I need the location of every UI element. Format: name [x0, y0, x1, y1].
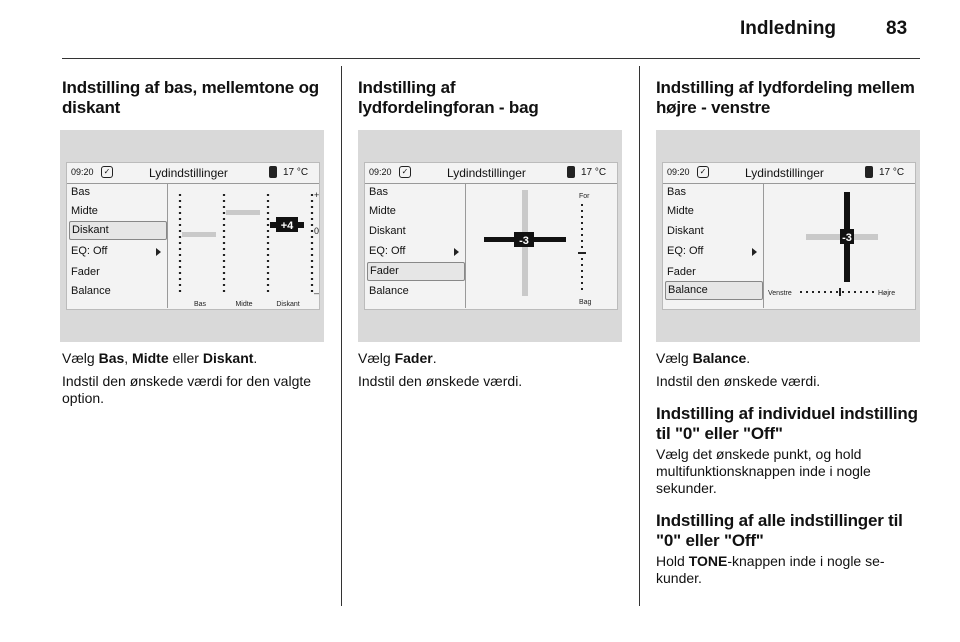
- display-screen: [364, 162, 618, 310]
- menu-item-balance[interactable]: Balance: [369, 285, 409, 297]
- display-screen: [662, 162, 916, 310]
- label-hojre: Højre: [878, 290, 896, 297]
- screen-title: Lydindstillinger: [447, 166, 526, 180]
- tone-menu: [663, 184, 764, 308]
- screenshot-balance: [656, 130, 920, 342]
- instruction-select: Vælg Fader.: [358, 350, 437, 366]
- menu-item-bas[interactable]: Bas: [71, 186, 90, 198]
- clock: 09:20: [667, 167, 690, 177]
- check-icon: ✓: [101, 166, 113, 178]
- reset-all-text: Hold TONE-knappen inde i nogle se-kunder.: [656, 553, 885, 586]
- column-2: [358, 78, 624, 118]
- fader-marker: [578, 252, 586, 254]
- chevron-right-icon: [752, 248, 757, 256]
- label-venstre: Venstre: [768, 290, 792, 297]
- running-header-title: Indledning: [740, 18, 837, 39]
- status-bar: [365, 163, 617, 184]
- header-rule: [62, 58, 920, 59]
- check-icon: ✓: [399, 166, 411, 178]
- reset-single-text: Vælg det ønskede punkt, og hold multifunktionsknappen inde i nogle sekunder.: [656, 446, 871, 496]
- menu-item-diskant[interactable]: Diskant: [667, 225, 704, 237]
- menu-item-eq[interactable]: EQ: Off: [665, 243, 761, 260]
- menu-item-midte[interactable]: Midte: [71, 205, 98, 217]
- menu-item-eq[interactable]: EQ: Off: [367, 243, 463, 260]
- screenshot-fader: [358, 130, 622, 342]
- column-divider-2: [639, 66, 640, 606]
- screen-title: Lydindstillinger: [745, 166, 824, 180]
- status-bar: [663, 163, 915, 184]
- scale-zero: 0: [314, 226, 320, 236]
- column-3-body: [656, 350, 922, 593]
- balance-diagram: [764, 184, 914, 308]
- status-bar: [67, 163, 319, 184]
- instruction-select: Vælg Balance.: [656, 350, 751, 366]
- menu-item-balance[interactable]: Balance: [665, 281, 763, 300]
- balance-marker: [839, 288, 841, 296]
- menu-item-diskant[interactable]: Diskant: [369, 225, 406, 237]
- chevron-right-icon: [156, 248, 161, 256]
- screen-title: Lydindstillinger: [149, 166, 228, 180]
- section-heading: Indstilling af lydfordelingforan - bag: [358, 78, 539, 117]
- menu-item-fader[interactable]: Fader: [667, 266, 696, 278]
- section-heading-reset-single: Indstilling af individuel indstilling til "0" eller "Off": [656, 404, 918, 443]
- temperature: 17 °C: [879, 167, 905, 178]
- bar-midte: [226, 210, 260, 215]
- label-midte: Midte: [235, 301, 253, 308]
- column-1: [62, 78, 328, 118]
- tone-menu: [365, 184, 466, 308]
- thermometer-icon: [567, 166, 575, 178]
- display-screen: [66, 162, 320, 310]
- eq-scales: [180, 194, 312, 294]
- chevron-right-icon: [454, 248, 459, 256]
- section-heading: Indstilling af lydfordeling mellem højre - venstre: [656, 78, 915, 117]
- instruction-set: Indstil den ønskede værdi for den valgte option.: [62, 373, 312, 406]
- label-diskant: Diskant: [276, 301, 300, 308]
- label-bas: Bas: [193, 301, 207, 308]
- menu-item-fader[interactable]: Fader: [367, 262, 465, 281]
- column-2-body: [358, 350, 624, 396]
- thermometer-icon: [269, 166, 277, 178]
- column-1-body: [62, 350, 328, 413]
- section-heading: Indstilling af bas, mellemtone og diskant: [62, 78, 319, 117]
- scale-plus: +: [314, 190, 320, 200]
- menu-item-bas[interactable]: Bas: [667, 186, 686, 198]
- column-3: [656, 78, 922, 118]
- column-divider-1: [341, 66, 342, 606]
- label-bag: Bag: [579, 299, 592, 306]
- bar-bas: [182, 232, 216, 237]
- temperature: 17 °C: [581, 167, 607, 178]
- instruction-set: Indstil den ønskede værdi.: [358, 373, 523, 389]
- eq-bars: [168, 184, 318, 308]
- instruction-select: Vælg Bas, Midte eller Diskant.: [62, 350, 258, 366]
- tone-menu: [67, 184, 168, 308]
- fader-diagram: [466, 184, 616, 308]
- menu-item-midte[interactable]: Midte: [667, 205, 694, 217]
- clock: 09:20: [71, 167, 94, 177]
- value-badge: +4: [280, 220, 294, 232]
- scale-minus: –: [314, 288, 320, 298]
- menu-item-bas[interactable]: Bas: [369, 186, 388, 198]
- value-badge: -3: [842, 232, 852, 244]
- menu-item-diskant[interactable]: Diskant: [69, 221, 167, 240]
- value-badge: -3: [519, 235, 529, 247]
- clock: 09:20: [369, 167, 392, 177]
- check-icon: ✓: [697, 166, 709, 178]
- menu-item-eq[interactable]: EQ: Off: [69, 243, 165, 260]
- screenshot-tone-eq: [60, 130, 324, 342]
- section-heading-reset-all: Indstilling af alle indstillinger til "0" eller "Off": [656, 511, 903, 550]
- page-number: 83: [886, 18, 908, 39]
- instruction-set: Indstil den ønskede værdi.: [656, 373, 821, 389]
- menu-item-midte[interactable]: Midte: [369, 205, 396, 217]
- menu-item-fader[interactable]: Fader: [71, 266, 100, 278]
- thermometer-icon: [865, 166, 873, 178]
- label-for: For: [579, 193, 590, 200]
- temperature: 17 °C: [283, 167, 309, 178]
- menu-item-balance[interactable]: Balance: [71, 285, 111, 297]
